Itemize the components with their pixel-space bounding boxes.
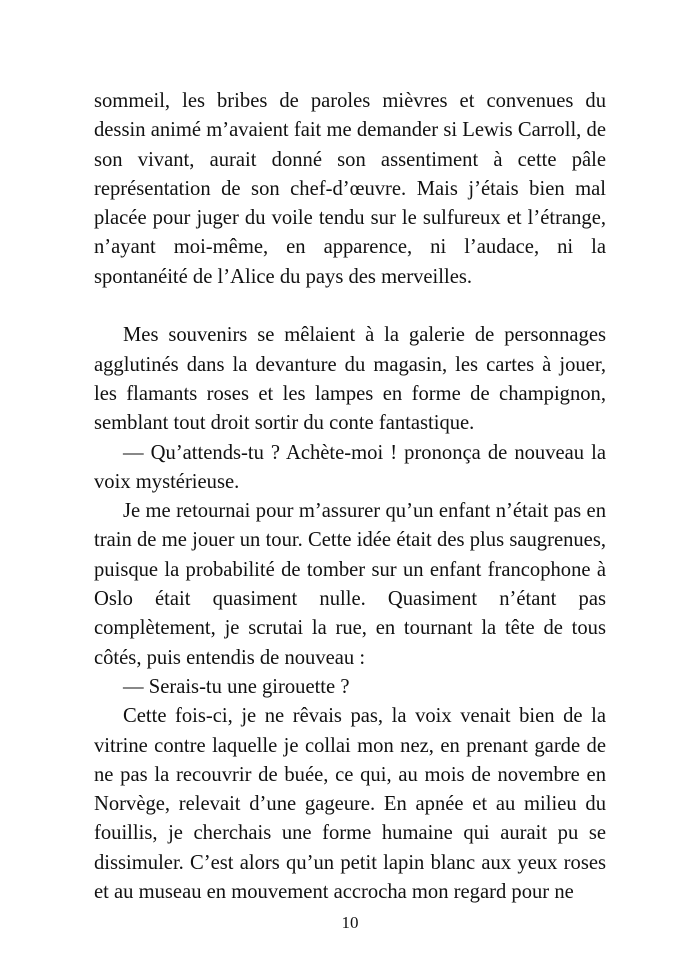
page-number: 10 (341, 913, 359, 932)
paragraph-gap (94, 292, 606, 321)
paragraph: Mes souvenirs se mêlaient à la galerie de personnages agglutinés dans la devanture du magasin, les cartes à jouer, les flamants roses et les lampes en forme de champignon, semblant tout droit sortir du conte fantastique. (94, 324, 606, 435)
paragraph: Je me retournai pour m’assurer qu’un enfant n’était pas en train de me jouer un tour. Cette idée était des plus saugrenues, puisque la probabilité de tomber sur un enfant francophone à Oslo était quasiment nulle. Quasiment n’étant pas complètement, je scrutai la rue, en tournant la tête de tous côtés, puis entendis de nouveau : (94, 500, 606, 669)
paragraph: Cette fois-ci, je ne rêvais pas, la voix venait bien de la vitrine contre laquelle je collai mon nez, en prenant garde de ne pas la recouvrir de buée, ce qui, au mois de novembre en Norvège, relevait d’une gageure. En apnée et au milieu du fouillis, je cherchais une forme humaine qui aurait pu se dissimuler. C’est alors qu’un petit lapin blanc aux yeux roses et au museau en mouvement accrocha mon regard pour ne (94, 705, 606, 904)
page-body (94, 87, 606, 907)
paragraph: sommeil, les bribes de paroles mièvres et convenues du dessin animé m’avaient fait me demander si Lewis Carroll, de son vivant, aurait donné son assentiment à cette pâle représentation de son chef-d’œuvre. Mais j’étais bien mal placée pour juger du voile tendu sur le sulfureux et l’étrange, n’ayant moi-même, en apparence, ni l’audace, ni la spontanéité de l’Alice du pays des merveilles. (94, 90, 606, 288)
dialogue-line: — Serais-tu une girouette ? (123, 675, 350, 698)
dialogue-line: — Qu’attends-tu ? Achète-moi ! prononça de nouveau la voix mystérieuse. (94, 441, 606, 493)
